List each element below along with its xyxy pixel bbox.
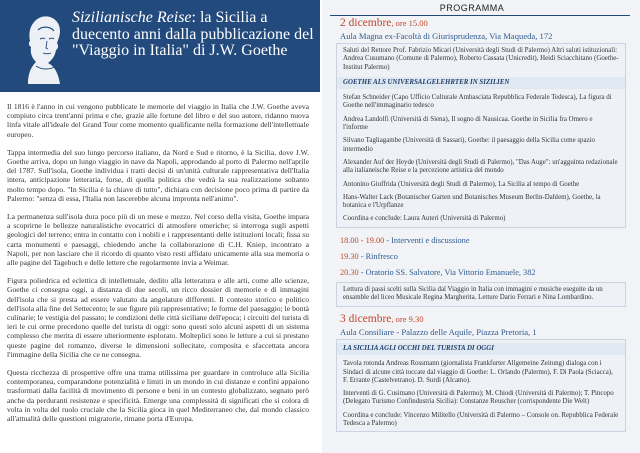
day1-programme-box [336, 43, 626, 228]
reading-note: Lettura di passi scelti sulla Sicilia dal Viaggio in Italia con immagini e musiche eseguite da un ensamble del liceo Musicale Regina Margherita. Letture Dario Ferrari e Nina Lombardino. [343, 286, 603, 302]
intro-paragraph: Questa ricchezza di prospettive offre una trama utilissima per guardare in controluce alla Sicilia contemporanea, comparandone potenzialità e limiti in un mondo in cui distanze e confini appaiono trasformati dalla facilità di movimento di persone e beni in un contesto globalizzato, segnato però anche da perduranti resistenze e specificità. Emerge una complessità di significati che si colora di volta in volta del ruolo cruciale che la Sicilia gioca in quel Mediterraneo che, dal mondo classico all'attualità delle questioni migratorie, rimane porta d'Europa. [7, 368, 309, 424]
day1-date-text: 2 dicembre [340, 17, 392, 29]
talk-entry: Stefan Schneider (Capo Ufficio Culturale Ambasciata Repubblica Federale Tedesca), La figura di Goethe nell'immaginario tedesco [343, 94, 612, 110]
divider [330, 15, 630, 16]
event-title [72, 10, 318, 60]
event-label: - Rinfresco [358, 252, 398, 261]
intro-paragraph: La permanenza sull'isola dura poco più di un mese e mezzo. Nel corso della visita, Goethe impara a scoprirne le bellezze naturalistiche evocatrici di atmosfere omeriche; si interroga sugli aspetti geologici del terreno; entra in contatto con i nobili e i rappresentanti delle istituzioni locali; fissa su carta monumenti e paesaggi, chiedendo anche la collaborazione di C.H. Kniep, incontrato a Napoli, per non lasciare che il ricordo di quanto visto resti affidato unicamente alla sua memoria o alle pagine del Tagebuch e delle lettere che regolarmente invia a Weimar. [7, 212, 309, 268]
talk-entry: Hans-Walter Lack (Botanischer Garten und Botanisches Museum Berlin-Dahlem), Goethe, la botanica e l'Urpflanze [343, 193, 601, 210]
talk-entry: Andrea Landolfi (Università di Siena), Il sogno di Nausicaa. Goethe in Sicilia fra Omero e l'informe [343, 115, 593, 132]
intro-paragraph: Il 1816 è l'anno in cui vengono pubblicate le memorie del viaggio in Italia che J.W. Goethe aveva compiuto circa trent'anni prima e che, grazie alle fortune del libro e del suo autore, ridanno nuova linfa vitale all'ideale del Grand Tour come momento qualificante nella formazione dell'intellettuale europeo. [7, 102, 309, 139]
day2-date-text: 3 dicembre [340, 313, 392, 325]
event-title-rest: : la Sicilia a duecento anni dalla pubblicazione del "Viaggio in Italia" di J.W. Goethe [72, 9, 314, 59]
day1-date [340, 17, 428, 29]
event-time: 20.30 [340, 268, 359, 277]
event-refreshment [340, 252, 398, 261]
talk-entry: Alexander Auf der Heyde (Università degli Studi di Palermo), "Das Auge": un'agguinta redazionale alla italianeische Reise e la percezione artistica del mondo [343, 158, 618, 175]
goethe-silhouette-icon [10, 6, 70, 86]
talk-entry: Antonino Giuffrida (Università degli Studi di Palermo), La Sicilia al tempo di Goethe [343, 180, 580, 188]
programme-title: PROGRAMMA [439, 3, 505, 13]
session-heading: LA SICILIA AGLI OCCHI DEL TURISTA DI OGGI [337, 343, 625, 355]
round-table-entry: Tavola rotonda Andreas Rossmann (giornalista Frankfurter Allgemeine Zeitung) dialoga con i Sindaci di alcune città toccate dal viaggio di Goethe: L. Orlando (Palermo), F. Di Paola (Sciacca), F. Errante (Castelvetrano). D. Surdi (Alcamo). [343, 360, 613, 384]
event-title-italic: Sizilianische Reise [72, 9, 192, 26]
programme-column [322, 0, 640, 453]
event-oratorio [340, 268, 536, 277]
day2-location: Aula Consiliare - Palazzo delle Aquile, Piazza Pretoria, 1 [340, 327, 537, 337]
intro-paragraph: Figura poliedrica ed eclettica di intellettuale, dedito alla letteratura e alle arti, come alle scienze, Goethe ci consegna oggi, a distanza di due secoli, un ricco dossier di memorie e di immagini dell'isola che si presta ad essere valutato da angolature differenti. Il contesto storico e politico dell'isola alla fine del Settecento; le sue figure più rappresentative; le forme del paesaggio; le bontà culinarie; le vestigia del passato; le condizioni delle città siciliane dell'epoca; i circuiti del turista di ieri le cui orme precedono quelle del turista di oggi: sono questi solo alcuni aspetti di un sistema complesso che merita di essere ulteriormente esplorato. Molteplici sono le letture a cui si prestano queste pagine del romanzo, diverse le dimensioni sollecitate, composita e sfaccettata ancora l'immagine della Sicilia che ce ne consegna. [7, 276, 309, 359]
greetings-entry: Saluti del Rettore Prof. Fabrizio Micari (Università degli Studi di Palermo) Altri saluti istituzionali: Andrea Cusumano (Comune di Palermo), Roberto Cassata (Unicredit), Heidi Sciacchitano (Goethe-Institut Palermo) [343, 47, 619, 71]
talk-entry: Silvano Tagliagambe (Università di Sassari), Goethe: il paesaggio della Sicilia come spazio intermedio [343, 137, 595, 153]
day2-time: , ore 9.30 [391, 314, 424, 324]
event-time: 19.30 [340, 252, 359, 261]
coordinator-entry: Coordina e conclude: Laura Auteri (Università di Palermo) [343, 215, 506, 223]
event-label: - Interventi e discussione [384, 236, 470, 245]
talk-entry: Interventi di G. Cusimano (Università di Palermo); M. Chiodi (Università di Palermo); T. Pincopo (Delegato Turismo Confindustria Sicilia): Constanze Reuscher (corrispondente Die Welt) [343, 390, 614, 406]
day2-programme-box [336, 339, 626, 432]
event-label: - Oratorio SS. Salvatore, Via Vittorio Emanuele, 382 [358, 268, 536, 277]
event-discussion [340, 236, 470, 245]
intro-text [7, 102, 309, 432]
day2-date [340, 313, 424, 325]
intro-paragraph: Tappa intermedia del suo lungo percorso italiano, da Nord e Sud e ritorno, è la Sicilia, dove J.W. Goethe arriva, dopo un lungo viaggio in nave da Napoli, approdando al porto di Palermo nell'aprile del 1787. Sull'isola, Goethe individua i tratti decisi di un'unità culturale rappresentativa dell'Italia intera, anticipazione letteraria, forse, di quella politica che vedrà la sua realizzazione soltanto molto tempo dopo. "In Sicilia è la chiave di tutto", dichiara con decisione poco prima di partire da Palermo: "senza di essa, l'Italia non lascerebbe alcuna impronta nell'animo". [7, 147, 309, 203]
day1-location: Aula Magna ex-Facoltà di Giurisprudenza, Via Maqueda, 172 [340, 31, 553, 41]
reading-note-box [336, 282, 626, 307]
session-heading: GOETHE ALS UNIVERSALGELEHRTER IN SIZILIEN [337, 77, 625, 89]
coordinator-entry: Coordina e conclude: Vincenzo Militello (Università di Palermo – Console on. Repubblica Federale Tedesca a Palermo) [343, 411, 619, 428]
event-time: 18.00 - 19.00 [340, 236, 385, 245]
title-banner [0, 0, 320, 92]
day1-time: , ore 15.00 [391, 18, 428, 28]
